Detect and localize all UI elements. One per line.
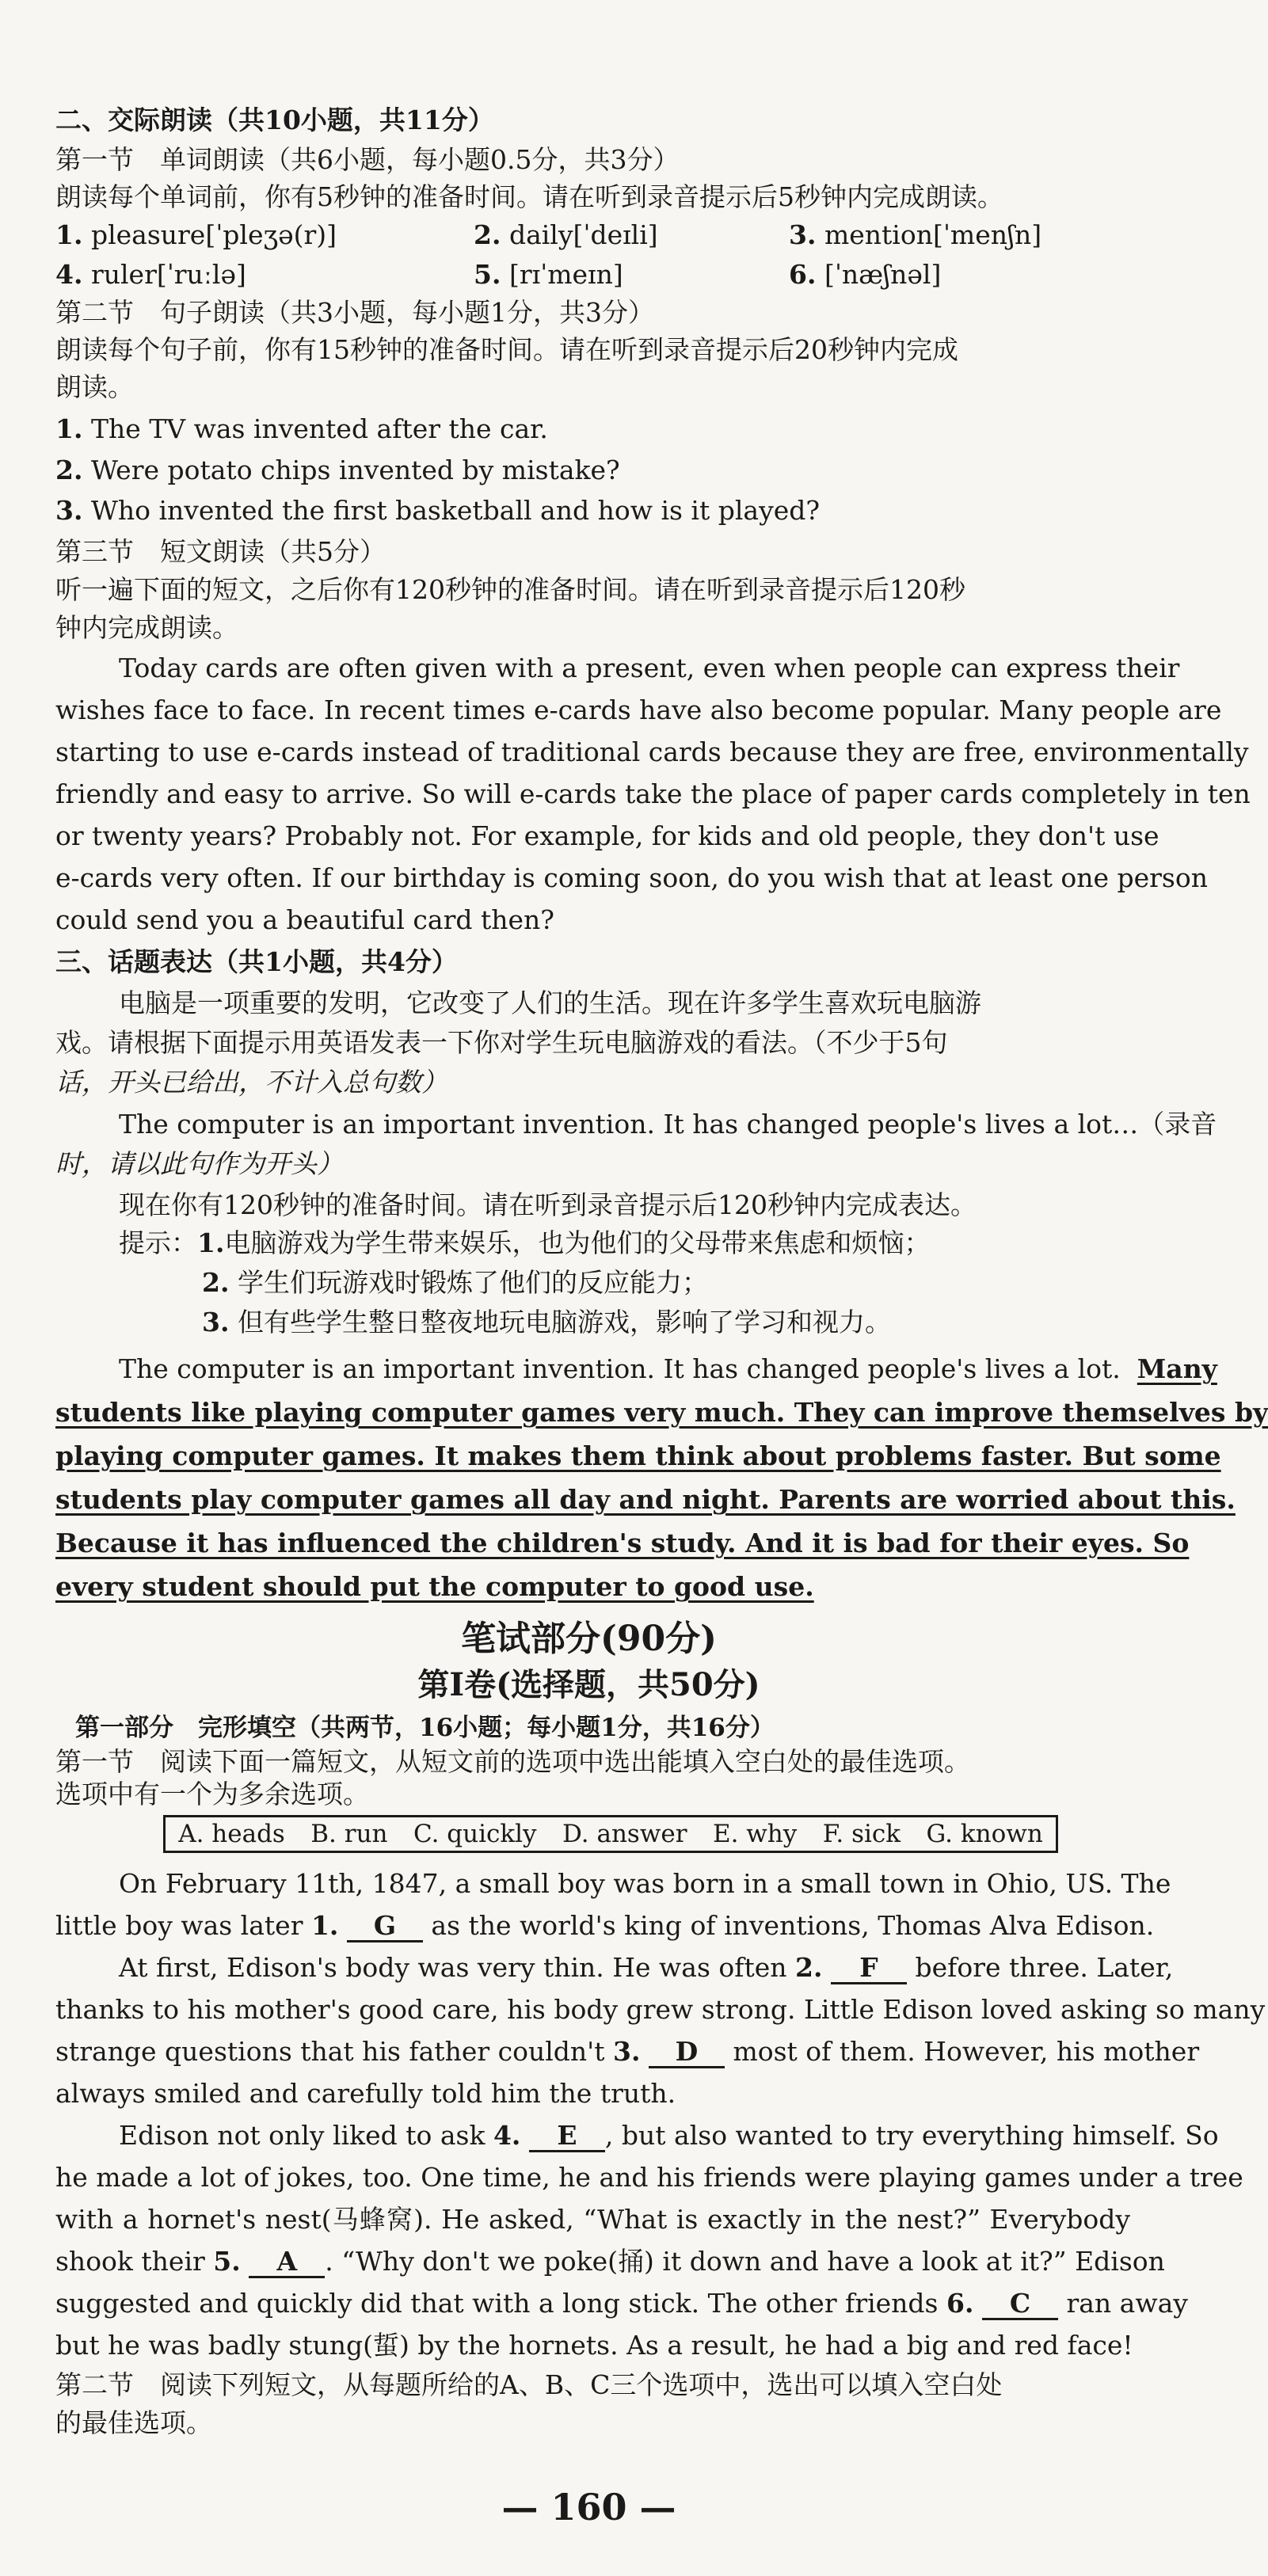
answer-blank: G	[347, 1912, 423, 1942]
cloze-line: suggested and quickly did that with a long stick. The other friends 6. C ran away	[55, 2288, 1188, 2319]
answer-blank: D	[649, 2038, 725, 2068]
section3-heading: 第三节 短文朗读（共5分）	[55, 536, 386, 567]
word-item: 4. ruler[ˈruːlə]	[55, 259, 246, 290]
sentence-item: 2. Were potato chips invented by mistake?	[55, 455, 620, 485]
answer-line: The computer is an important invention. It has changed people's lives a lot. Many	[119, 1353, 1217, 1384]
section1-instruction: 朗读每个单词前，你有5秒钟的准备时间。请在听到录音提示后5秒钟内完成朗读。	[55, 181, 1003, 212]
word-item: 5. [rɪˈmeɪn]	[474, 259, 623, 290]
passage-line: could send you a beautiful card then?	[55, 904, 554, 935]
section-heading-topic-expression: 三、话题表达（共1小题，共4分）	[55, 946, 458, 977]
page-number: — 160 —	[501, 2486, 676, 2528]
topic-intro: 电脑是一项重要的发明，它改变了人们的生活。现在许多学生喜欢玩电脑游	[119, 987, 981, 1018]
hint-item: 提示：1.电脑游戏为学生带来娱乐，也为他们的父母带来焦虑和烦恼；	[119, 1227, 931, 1258]
cloze-part-heading: 第一部分 完形填空（共两节，16小题；每小题1分，共16分）	[75, 1714, 775, 1742]
answer-blank: E	[529, 2122, 605, 2152]
section2-instruction: 朗读每个句子前，你有15秒钟的准备时间。请在听到录音提示后20秒钟内完成	[55, 334, 958, 365]
passage-line: or twenty years? Probably not. For example, for kids and old people, they don't use	[55, 820, 1159, 851]
cloze-line: Edison not only liked to ask 4. E , but also wanted to try everything himself. So	[119, 2120, 1219, 2151]
answer-line: every student should put the computer to good use.	[55, 1571, 814, 1602]
cloze-line: At first, Edison's body was very thin. He was often 2. F before three. Later,	[119, 1952, 1174, 1983]
section-heading-communicative-reading: 二、交际朗读（共10小题，共11分）	[55, 105, 494, 135]
passage-line: e-cards very often. If our birthday is coming soon, do you wish that at least one person	[55, 862, 1208, 893]
answer-blank: F	[831, 1954, 907, 1984]
cloze-instruction: 选项中有一个为多余选项。	[55, 1779, 369, 1809]
sentence-item: 1. The TV was invented after the car.	[55, 413, 548, 444]
section2-heading: 第二节 句子朗读（共3小题，每小题1分，共3分）	[55, 297, 654, 328]
options-box	[163, 1815, 1058, 1853]
option-item: A. heads	[178, 1819, 285, 1848]
topic-intro: 戏。请根据下面提示用英语发表一下你对学生玩电脑游戏的看法。（不少于5句	[55, 1027, 948, 1058]
section2-instruction-written: 的最佳选项。	[55, 2407, 212, 2438]
answer-line: Because it has influenced the children's study. And it is bad for their eyes. So	[55, 1528, 1190, 1558]
word-item: 1. pleasure[ˈpleʒə(r)]	[55, 219, 337, 250]
option-item: D. answer	[562, 1819, 687, 1848]
cloze-line: always smiled and carefully told him the truth.	[55, 2078, 676, 2109]
prep-instruction: 现在你有120秒钟的准备时间。请在听到录音提示后120秒钟内完成表达。	[119, 1189, 977, 1220]
word-item: 3. mention[ˈmenʃn]	[789, 219, 1042, 250]
cloze-line: thanks to his mother's good care, his body grew strong. Little Edison loved asking so many	[55, 1994, 1266, 2025]
option-item: G. known	[926, 1819, 1043, 1848]
answer-blank: A	[249, 2248, 325, 2278]
cloze-line: but he was badly stung(蜇) by the hornets. As a result, he had a big and red face!	[55, 2330, 1133, 2361]
passage-line: Today cards are often given with a present, even when people can express their	[119, 653, 1180, 683]
section2-instruction-written: 第二节 阅读下列短文，从每题所给的A、B、C三个选项中，选出可以填入空白处	[55, 2369, 1003, 2400]
opening-sentence: 时，请以此句作为开头）	[55, 1148, 343, 1179]
option-item: E. why	[712, 1819, 798, 1848]
cloze-line: little boy was later 1. G as the world's king of inventions, Thomas Alva Edison.	[55, 1910, 1155, 1941]
passage-line: starting to use e-cards instead of traditional cards because they are free, environmentally	[55, 736, 1249, 767]
word-item: 6. [ˈnæʃnəl]	[789, 259, 942, 290]
volume-title: 第Ⅰ卷(选择题，共50分)	[417, 1666, 760, 1703]
section2-instruction: 朗读。	[55, 371, 134, 402]
passage-line: friendly and easy to arrive. So will e-cards take the place of paper cards completely in ten	[55, 778, 1251, 809]
section3-instruction: 钟内完成朗读。	[55, 612, 238, 643]
answer-blank: C	[982, 2290, 1058, 2320]
section1-heading: 第一节 单词朗读（共6小题，每小题0.5分，共3分）	[55, 144, 680, 175]
sentence-item: 3. Who invented the first basketball and how is it played?	[55, 495, 821, 526]
cloze-line: On February 11th, 1847, a small boy was born in a small town in Ohio, US. The	[119, 1868, 1171, 1899]
option-item: F. sick	[822, 1819, 901, 1848]
option-item: C. quickly	[413, 1819, 537, 1848]
cloze-line: with a hornet's nest(马蜂窝). He asked, “What is exactly in the nest?” Everybody	[55, 2204, 1130, 2235]
cloze-instruction: 第一节 阅读下面一篇短文，从短文前的选项中选出能填入空白处的最佳选项。	[55, 1746, 970, 1777]
option-item: B. run	[310, 1819, 388, 1848]
word-item: 2. daily[ˈdeɪli]	[474, 219, 658, 250]
answer-line: playing computer games. It makes them think about problems faster. But some	[55, 1440, 1221, 1471]
section3-instruction: 听一遍下面的短文，之后你有120秒钟的准备时间。请在听到录音提示后120秒	[55, 574, 965, 605]
hint-item: 2. 学生们玩游戏时锻炼了他们的反应能力；	[202, 1267, 708, 1298]
answer-line: students play computer games all day and night. Parents are worried about this.	[55, 1484, 1236, 1515]
written-part-title: 笔试部分(90分)	[461, 1619, 717, 1659]
opening-sentence: The computer is an important invention. It has changed people's lives a lot…（录音	[119, 1109, 1217, 1140]
answer-line: students like playing computer games very much. They can improve themselves by	[55, 1397, 1268, 1428]
cloze-line: strange questions that his father couldn't 3. D most of them. However, his mother	[55, 2036, 1200, 2067]
cloze-line: shook their 5. A . “Why don't we poke(捅) it down and have a look at it?” Edison	[55, 2246, 1165, 2277]
cloze-line: he made a lot of jokes, too. One time, he and his friends were playing games under a tree	[55, 2162, 1243, 2193]
topic-intro: 话，开头已给出，不计入总句数）	[55, 1067, 447, 1098]
passage-line: wishes face to face. In recent times e-cards have also become popular. Many people are	[55, 694, 1222, 725]
hint-item: 3. 但有些学生整日整夜地玩电脑游戏，影响了学习和视力。	[202, 1307, 891, 1337]
